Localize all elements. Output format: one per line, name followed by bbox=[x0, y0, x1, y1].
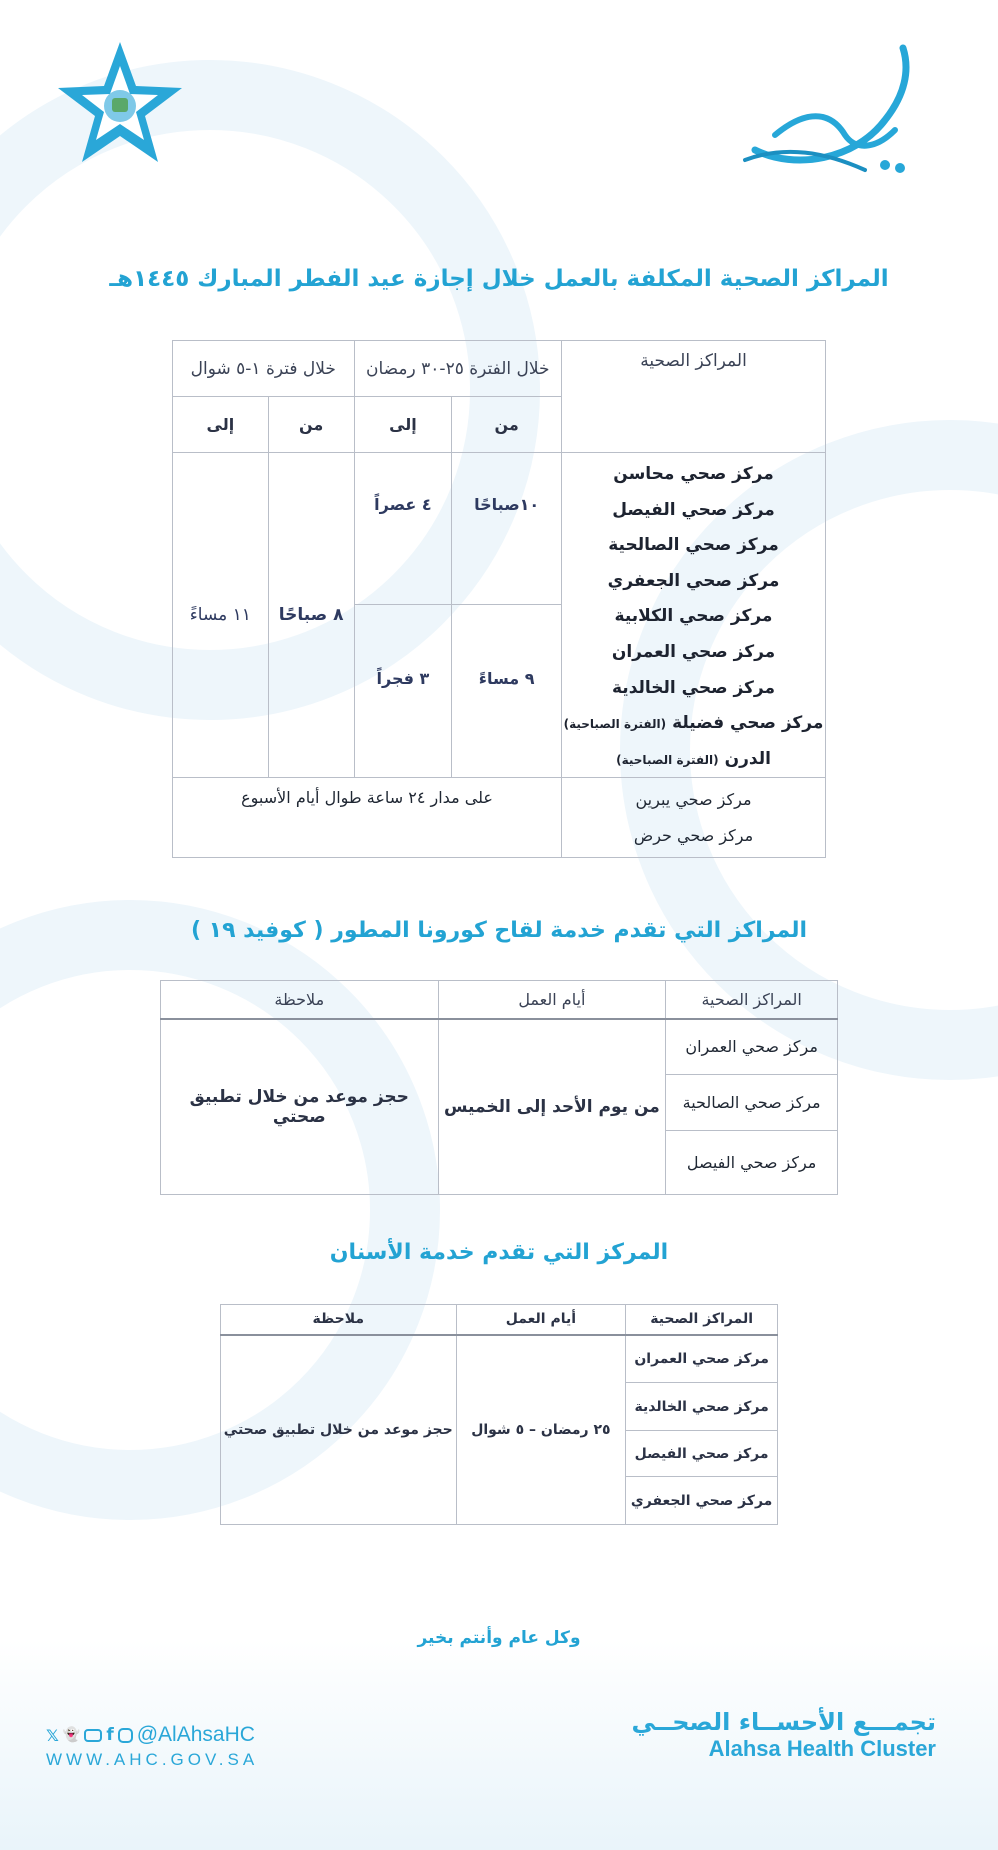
p1-shift1-from: ١٠صباحًا bbox=[452, 453, 562, 605]
website-link[interactable]: WWW.AHC.GOV.SA bbox=[46, 1750, 259, 1769]
header-note: ملاحظة bbox=[221, 1305, 457, 1335]
eid-calligraphy-logo bbox=[735, 40, 945, 180]
center-name: مركز صحي الصالحية bbox=[666, 1075, 838, 1131]
vaccine-table bbox=[160, 980, 838, 1195]
header-days: أيام العمل bbox=[456, 1305, 626, 1335]
holiday-schedule-table bbox=[172, 340, 826, 858]
p1-shift2-to: ٣ فجراً bbox=[354, 604, 452, 778]
closing-greeting: وكل عام وأنتم بخير bbox=[417, 1628, 581, 1648]
working-days: ٢٥ رمضان – ٥ شوال bbox=[456, 1335, 626, 1525]
center-name: مركز صحي الخالدية bbox=[612, 677, 776, 698]
section3-title: المركز التي تقدم خدمة الأسنان bbox=[329, 1240, 669, 1265]
p1-shift2-from: ٩ مساءً bbox=[452, 604, 562, 778]
header-centers: المراكز الصحية bbox=[666, 981, 838, 1019]
allday-text: على مدار ٢٤ ساعة طوال أيام الأسبوع bbox=[173, 778, 562, 858]
center-name: مركز صحي يبرين bbox=[635, 789, 752, 809]
center-name: مركز صحي الفيصل bbox=[612, 499, 775, 520]
header-from: من bbox=[452, 397, 562, 453]
p1-shift1-to: ٤ عصراً bbox=[354, 453, 452, 605]
header-to: إلى bbox=[173, 397, 269, 453]
social-bar bbox=[46, 1722, 255, 1748]
center-name: مركز صحي الجعفري bbox=[626, 1477, 778, 1525]
p2-from: ٨ صباحًا bbox=[268, 453, 354, 778]
center-name: مركز صحي العمران bbox=[626, 1335, 778, 1383]
header-days: أيام العمل bbox=[438, 981, 666, 1019]
center-name: مركز صحي الفيصل bbox=[666, 1131, 838, 1195]
center-name: مركز صحي الكلابية bbox=[614, 606, 773, 627]
center-name: الدرن bbox=[724, 748, 771, 769]
header-from: من bbox=[268, 397, 354, 453]
youtube-icon[interactable] bbox=[84, 1729, 102, 1742]
header-to: إلى bbox=[354, 397, 452, 453]
dental-table bbox=[220, 1304, 778, 1525]
snapchat-icon[interactable]: 👻 bbox=[62, 1727, 81, 1743]
working-days: من يوم الأحد إلى الخميس bbox=[438, 1019, 666, 1195]
centers-cell bbox=[562, 453, 826, 778]
center-name: مركز صحي محاسن bbox=[613, 464, 774, 484]
header-centers: المراكز الصحية bbox=[626, 1305, 778, 1335]
cluster-name-ar: تجمـــع الأحســاء الصحــي bbox=[631, 1708, 936, 1736]
center-name: مركز صحي العمران bbox=[666, 1019, 838, 1075]
center-name: مركز صحي الجعفري bbox=[607, 570, 780, 591]
social-handle[interactable]: @AlAhsaHC bbox=[136, 1723, 255, 1746]
center-name: مركز صحي الفيصل bbox=[626, 1431, 778, 1477]
instagram-icon[interactable] bbox=[118, 1728, 133, 1743]
header-period2: خلال فترة ١-٥ شوال bbox=[173, 341, 355, 397]
facebook-icon[interactable]: f bbox=[106, 1725, 114, 1745]
center-name: مركز صحي فضيلة bbox=[672, 713, 824, 734]
center-name: مركز صحي الخالدية bbox=[626, 1383, 778, 1431]
allday-centers-cell bbox=[562, 778, 826, 858]
note: حجز موعد من خلال تطبيق صحتي bbox=[161, 1019, 439, 1195]
note: حجز موعد من خلال تطبيق صحتي bbox=[221, 1335, 457, 1525]
section1-title: المراكز الصحية المكلفة بالعمل خلال إجازة عيد الفطر المبارك ١٤٤٥هـ bbox=[109, 266, 889, 292]
morning-note: (الفترة الصباحية) bbox=[563, 717, 667, 732]
centers-list bbox=[562, 457, 825, 777]
section2-title: المراكز التي تقدم خدمة لقاح كورونا المطور ( كوفيد ١٩ ) bbox=[190, 918, 808, 943]
star-logo-icon bbox=[52, 38, 188, 174]
cluster-name-en: Alahsa Health Cluster bbox=[708, 1736, 936, 1761]
center-name: مركز صحي الصالحية bbox=[608, 535, 779, 556]
header-centers: المراكز الصحية bbox=[562, 341, 826, 453]
header-note: ملاحظة bbox=[161, 981, 439, 1019]
center-name: مركز صحي حرض bbox=[633, 825, 754, 845]
p2-to: ١١ مساءً bbox=[173, 453, 269, 778]
header-period1: خلال الفترة ٢٥-٣٠ رمضان bbox=[354, 341, 561, 397]
center-name: مركز صحي العمران bbox=[611, 641, 776, 662]
x-icon[interactable]: 𝕏 bbox=[46, 1725, 59, 1745]
cluster-logo bbox=[632, 1708, 937, 1762]
morning-note: (الفترة الصباحية) bbox=[616, 752, 719, 767]
